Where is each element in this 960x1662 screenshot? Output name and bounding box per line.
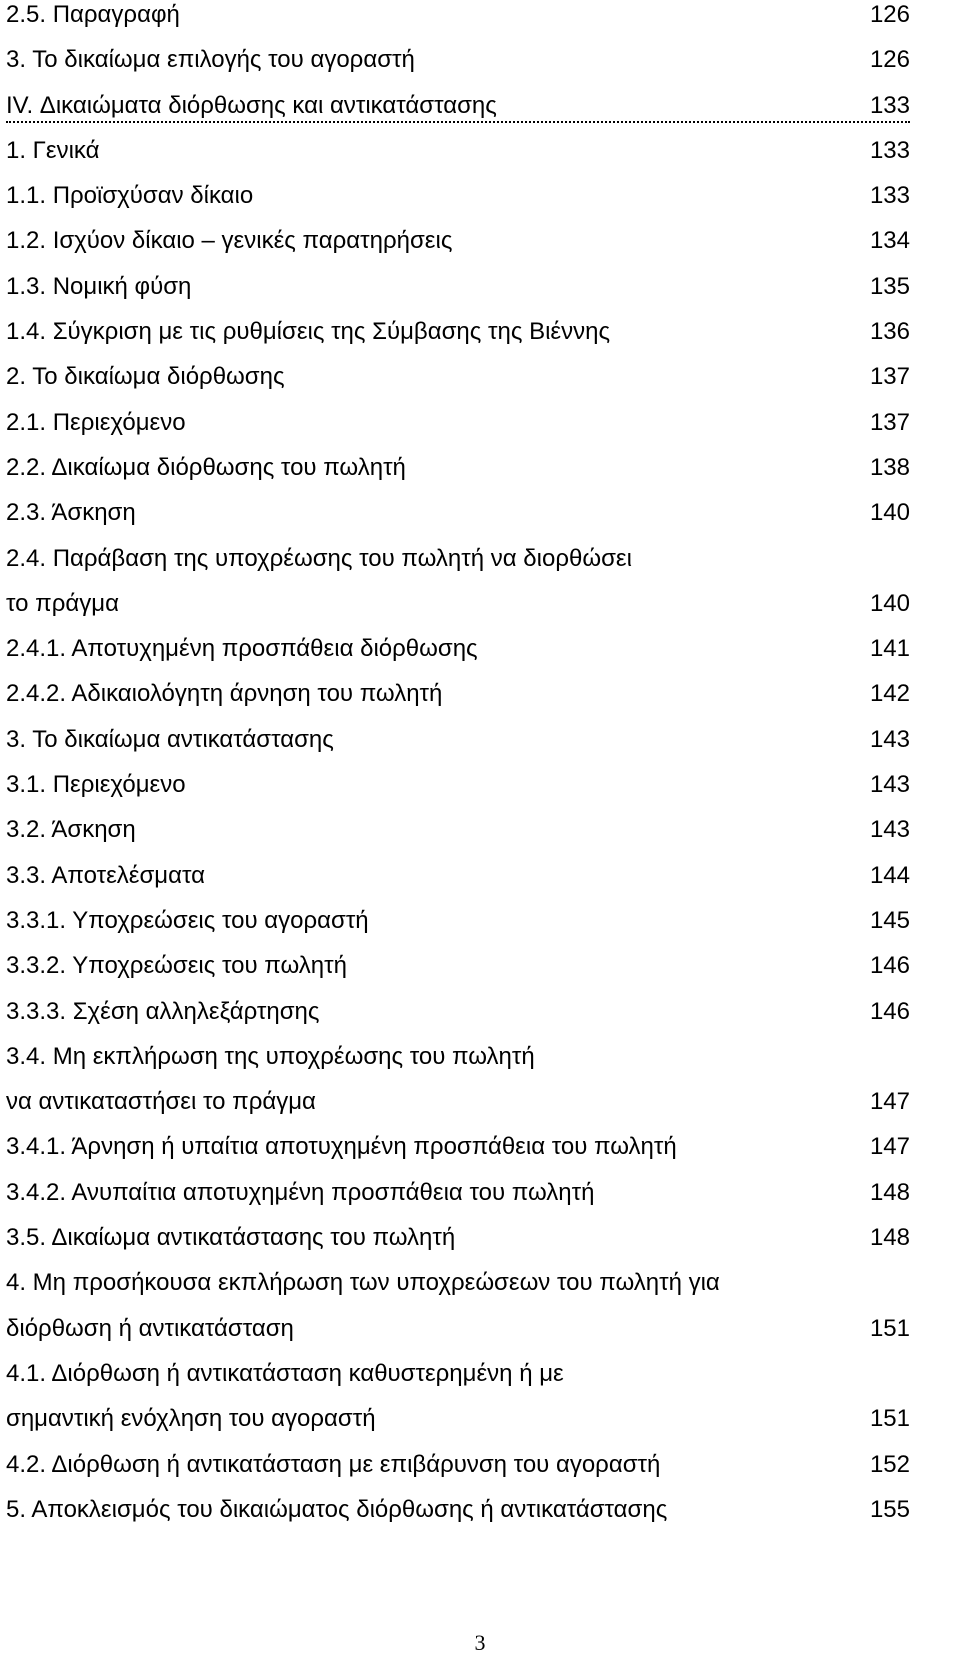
toc-entry-title: 4.2. Διόρθωση ή αντικατάσταση με επιβάρυνση του αγοραστή <box>6 1450 661 1478</box>
toc-entry <box>6 181 910 226</box>
toc-entry-page: 151 <box>869 1314 910 1342</box>
toc-entry-title: 1. Γενικά <box>6 136 100 164</box>
toc-entry <box>6 1132 910 1177</box>
toc-entry-title: 2.4.2. Αδικαιολόγητη άρνηση του πωλητή <box>6 680 443 708</box>
toc-entry <box>6 815 910 860</box>
toc-entry-page: 144 <box>869 861 910 889</box>
toc-entry-title: 4.1. Διόρθωση ή αντικατάσταση καθυστερημένη ή με <box>6 1359 564 1387</box>
toc-entry-title: να αντικαταστήσει το πράγμα <box>6 1088 316 1116</box>
toc-entry <box>6 997 910 1042</box>
toc-entry <box>6 226 910 271</box>
toc-entry <box>6 951 910 996</box>
toc-entry-page: 140 <box>869 589 910 617</box>
toc-entry-page: 152 <box>869 1450 910 1478</box>
toc-entry-chapter <box>6 91 910 136</box>
toc-entry-page: 137 <box>869 408 910 436</box>
toc-entry-title: 2.5. Παραγραφή <box>6 1 180 28</box>
toc-entry-page: 136 <box>869 318 910 346</box>
toc-entry-page: 143 <box>869 816 910 844</box>
toc-entry-title: 2. Το δικαίωμα διόρθωσης <box>6 363 285 391</box>
toc-entry-title: 3.3.1. Υποχρεώσεις του αγοραστή <box>6 906 369 934</box>
toc-entry <box>6 1178 910 1223</box>
toc-entry <box>6 362 910 407</box>
toc-entry <box>6 45 910 90</box>
toc-entry-page: 145 <box>869 906 910 934</box>
toc-entry-title: 1.3. Νομική φύση <box>6 272 192 300</box>
toc-entry-page: 147 <box>869 1133 910 1161</box>
toc-entry-page: 126 <box>869 46 910 74</box>
toc-entry-page: 137 <box>869 363 910 391</box>
toc-entry-title: 1.4. Σύγκριση με τις ρυθμίσεις της Σύμβασης της Βιέννης <box>6 318 611 346</box>
toc-entry <box>6 1359 910 1404</box>
toc-entry-title: 4. Μη προσήκουσα εκπλήρωση των υποχρεώσεων του πωλητή για <box>6 1269 720 1297</box>
toc-entry <box>6 136 910 181</box>
toc-entry-page: 143 <box>869 725 910 753</box>
toc-entry <box>6 317 910 362</box>
toc-entry-title: IV. Δικαιώματα διόρθωσης και αντικατάστασης <box>6 91 497 119</box>
toc-entry-title: 3.4.1. Άρνηση ή υπαίτια αποτυχημένη προσπάθεια του πωλητή <box>6 1133 677 1161</box>
toc-entry <box>6 679 910 724</box>
toc-entry-title: 1.2. Ισχύον δίκαιο – γενικές παρατηρήσεις <box>6 227 453 255</box>
toc-entry-title: 3.3.2. Υποχρεώσεις του πωλητή <box>6 952 347 980</box>
toc-entry-title: 3.3. Αποτελέσματα <box>6 861 206 889</box>
toc-entry-title: 2.4.1. Αποτυχημένη προσπάθεια διόρθωσης <box>6 635 478 663</box>
toc-entry-page: 146 <box>869 952 910 980</box>
toc-entry <box>6 272 910 317</box>
toc-entry-title: 3. Το δικαίωμα επιλογής του αγοραστή <box>6 46 415 74</box>
toc-entry <box>6 1314 910 1359</box>
table-of-contents <box>6 0 910 1540</box>
toc-entry <box>6 408 910 453</box>
toc-entry <box>6 770 910 815</box>
toc-entry <box>6 1087 910 1132</box>
toc-entry-title: το πράγμα <box>6 589 119 617</box>
toc-entry-page: 126 <box>869 1 910 28</box>
toc-entry <box>6 544 910 589</box>
toc-entry-page: 133 <box>869 91 910 119</box>
toc-entry-title: 3.5. Δικαίωμα αντικατάστασης του πωλητή <box>6 1224 456 1252</box>
toc-entry <box>6 0 910 45</box>
toc-entry <box>6 861 910 906</box>
toc-entry <box>6 1042 910 1087</box>
toc-entry <box>6 1268 910 1313</box>
toc-entry-title: 5. Αποκλεισμός του δικαιώματος διόρθωσης ή αντικατάστασης <box>6 1495 668 1523</box>
toc-entry <box>6 1404 910 1449</box>
toc-entry-page: 133 <box>869 182 910 210</box>
toc-entry-title: 3. Το δικαίωμα αντικατάστασης <box>6 725 334 753</box>
toc-entry-page: 143 <box>869 771 910 799</box>
toc-entry-title: 3.4. Μη εκπλήρωση της υποχρέωσης του πωλητή <box>6 1042 535 1070</box>
toc-entry-title: 3.4.2. Ανυπαίτια αποτυχημένη προσπάθεια του πωλητή <box>6 1178 595 1206</box>
toc-entry-page: 151 <box>869 1405 910 1433</box>
toc-entry-page: 148 <box>869 1224 910 1252</box>
toc-entry-page: 142 <box>869 680 910 708</box>
toc-entry-title: 2.4. Παράβαση της υποχρέωσης του πωλητή να διορθώσει <box>6 544 632 572</box>
toc-entry <box>6 634 910 679</box>
toc-entry <box>6 906 910 951</box>
toc-entry-page: 138 <box>869 453 910 481</box>
toc-entry-page: 155 <box>869 1495 910 1523</box>
toc-entry <box>6 453 910 498</box>
toc-entry-page: 135 <box>869 272 910 300</box>
toc-entry-title: 3.2. Άσκηση <box>6 816 136 844</box>
toc-entry-page: 148 <box>869 1178 910 1206</box>
toc-entry-title: 2.1. Περιεχόμενο <box>6 408 186 436</box>
toc-entry-title: 3.3.3. Σχέση αλληλεξάρτησης <box>6 997 320 1025</box>
toc-entry <box>6 1495 910 1540</box>
toc-entry <box>6 725 910 770</box>
toc-entry-title: 2.3. Άσκηση <box>6 499 136 527</box>
toc-entry <box>6 589 910 634</box>
toc-entry-title: 3.1. Περιεχόμενο <box>6 771 186 799</box>
toc-entry-title: 1.1. Προϊσχύσαν δίκαιο <box>6 182 254 210</box>
toc-entry-page: 147 <box>869 1088 910 1116</box>
toc-entry-title: διόρθωση ή αντικατάσταση <box>6 1314 294 1342</box>
toc-entry-page: 134 <box>869 227 910 255</box>
toc-entry-page: 146 <box>869 997 910 1025</box>
toc-entry <box>6 498 910 543</box>
toc-entry <box>6 1223 910 1268</box>
toc-entry-page: 140 <box>869 499 910 527</box>
toc-entry-page: 133 <box>869 136 910 164</box>
toc-entry-title: σημαντική ενόχληση του αγοραστή <box>6 1405 376 1433</box>
toc-entry-page: 141 <box>869 635 910 663</box>
toc-entry-title: 2.2. Δικαίωμα διόρθωσης του πωλητή <box>6 453 406 481</box>
page-number: 3 <box>474 1630 486 1655</box>
toc-entry <box>6 1450 910 1495</box>
